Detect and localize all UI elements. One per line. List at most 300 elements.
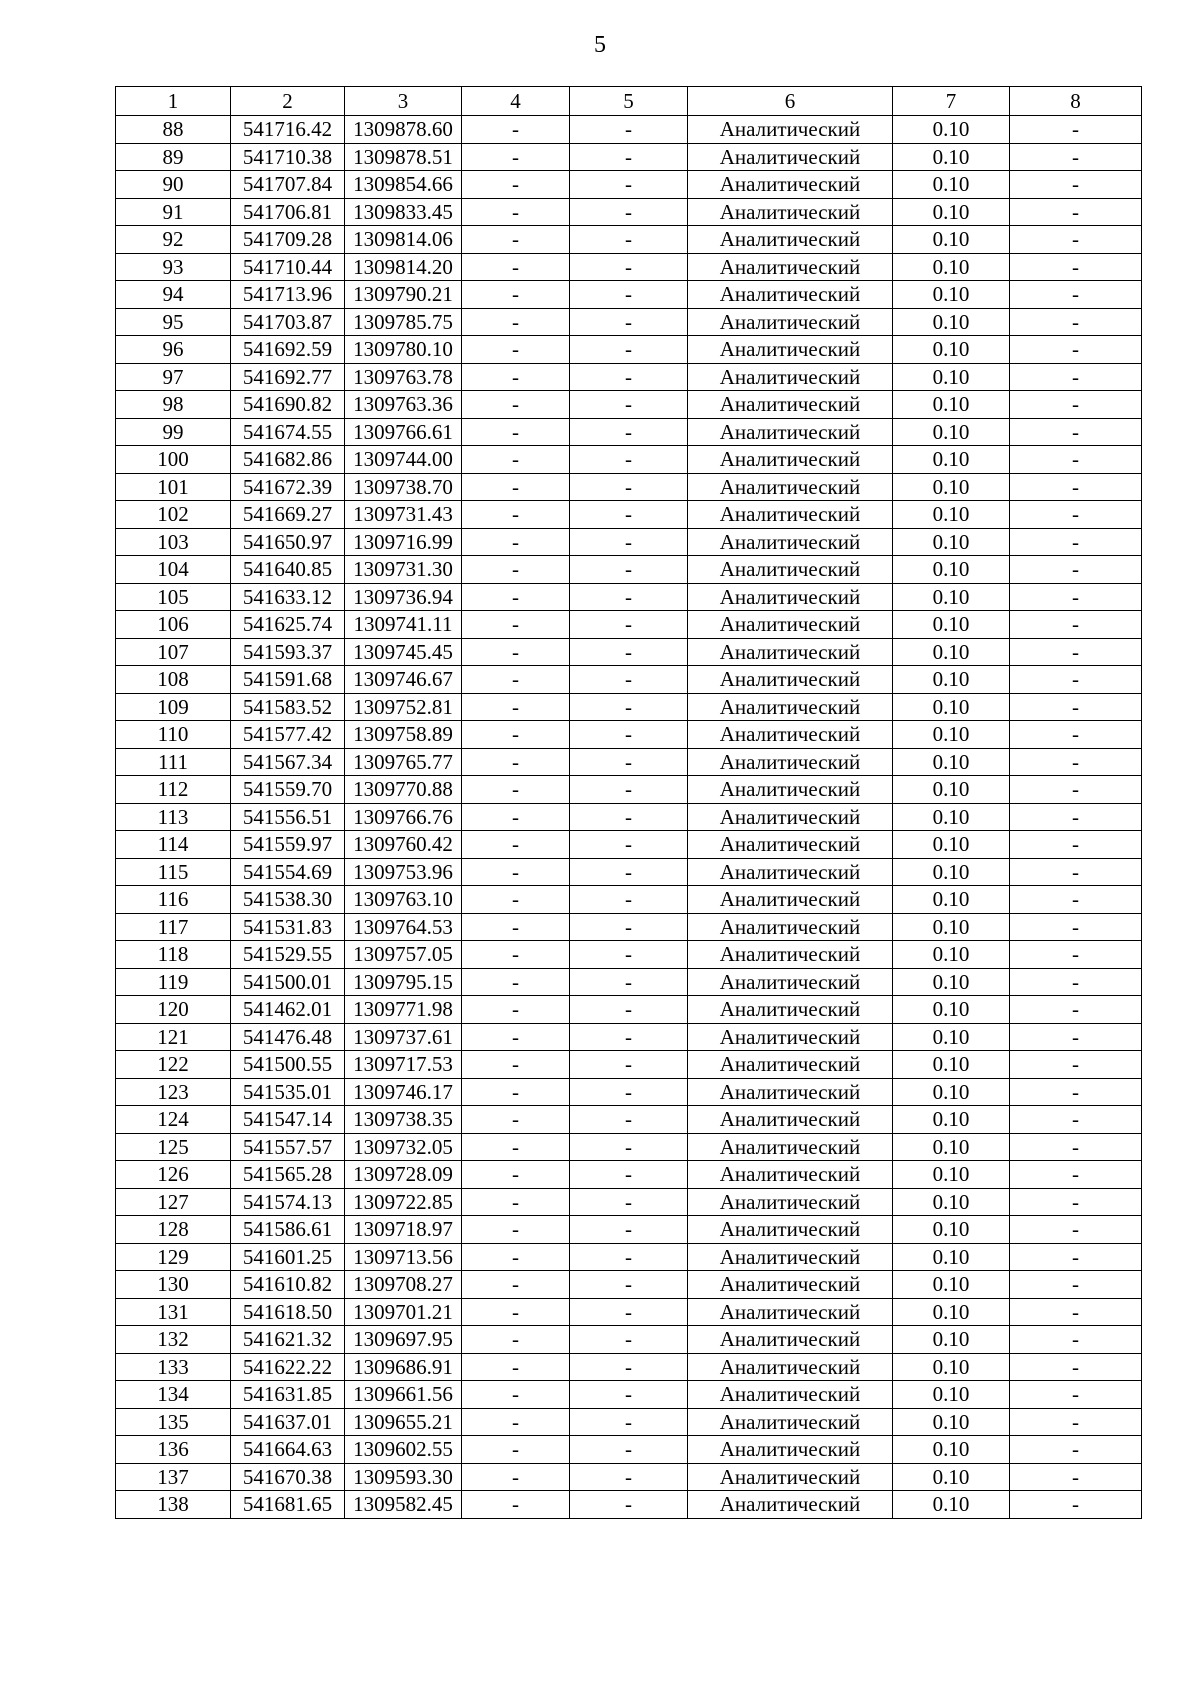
table-cell: Аналитический <box>688 1243 893 1271</box>
table-cell: - <box>570 1133 688 1161</box>
table-cell: - <box>1010 1078 1142 1106</box>
table-row <box>116 391 1142 419</box>
table-cell: - <box>570 116 688 144</box>
table-row <box>116 308 1142 336</box>
table-cell: 0.10 <box>893 611 1010 639</box>
table-cell: Аналитический <box>688 1298 893 1326</box>
table-row <box>116 886 1142 914</box>
table-cell: - <box>1010 1326 1142 1354</box>
column-header: 7 <box>893 87 1010 116</box>
table-cell: 0.10 <box>893 803 1010 831</box>
table-cell: 101 <box>116 473 231 501</box>
table-cell: - <box>1010 1381 1142 1409</box>
table-row <box>116 143 1142 171</box>
table-cell: 541610.82 <box>231 1271 345 1299</box>
table-cell: - <box>462 611 570 639</box>
table-cell: - <box>462 556 570 584</box>
table-cell: 541556.51 <box>231 803 345 831</box>
table-cell: - <box>1010 583 1142 611</box>
table-cell: 541593.37 <box>231 638 345 666</box>
table-cell: - <box>462 253 570 281</box>
table-cell: 123 <box>116 1078 231 1106</box>
table-cell: - <box>462 1051 570 1079</box>
table-cell: 131 <box>116 1298 231 1326</box>
table-cell: 0.10 <box>893 1133 1010 1161</box>
table-cell: Аналитический <box>688 638 893 666</box>
table-cell: 1309854.66 <box>345 171 462 199</box>
table-cell: Аналитический <box>688 748 893 776</box>
table-cell: 1309758.89 <box>345 721 462 749</box>
table-cell: 541535.01 <box>231 1078 345 1106</box>
table-cell: 1309655.21 <box>345 1408 462 1436</box>
table-cell: Аналитический <box>688 1463 893 1491</box>
table-cell: 1309717.53 <box>345 1051 462 1079</box>
table-cell: 1309780.10 <box>345 336 462 364</box>
table-cell: 541703.87 <box>231 308 345 336</box>
table-cell: - <box>1010 253 1142 281</box>
table-cell: 1309736.94 <box>345 583 462 611</box>
table-cell: 0.10 <box>893 666 1010 694</box>
table-cell: - <box>462 1133 570 1161</box>
table-cell: - <box>570 1271 688 1299</box>
table-cell: 104 <box>116 556 231 584</box>
table-cell: 541462.01 <box>231 996 345 1024</box>
table-cell: Аналитический <box>688 1381 893 1409</box>
table-cell: 541625.74 <box>231 611 345 639</box>
table-cell: - <box>570 583 688 611</box>
table-cell: 1309765.77 <box>345 748 462 776</box>
table-cell: 541476.48 <box>231 1023 345 1051</box>
table-cell: 541559.70 <box>231 776 345 804</box>
table-row <box>116 363 1142 391</box>
table-cell: - <box>1010 1271 1142 1299</box>
table-cell: - <box>570 1491 688 1519</box>
table-cell: - <box>1010 226 1142 254</box>
table-cell: Аналитический <box>688 528 893 556</box>
column-header: 1 <box>116 87 231 116</box>
table-cell: 130 <box>116 1271 231 1299</box>
table-cell: - <box>1010 528 1142 556</box>
table-cell: 1309745.45 <box>345 638 462 666</box>
table-cell: 119 <box>116 968 231 996</box>
table-body <box>116 116 1142 1519</box>
table-cell: 1309753.96 <box>345 858 462 886</box>
table-cell: 0.10 <box>893 391 1010 419</box>
table-cell: - <box>462 226 570 254</box>
table-cell: - <box>462 1298 570 1326</box>
table-cell: 91 <box>116 198 231 226</box>
table-cell: 0.10 <box>893 1298 1010 1326</box>
table-row <box>116 913 1142 941</box>
table-cell: 128 <box>116 1216 231 1244</box>
table-cell: 106 <box>116 611 231 639</box>
table-cell: 116 <box>116 886 231 914</box>
table-cell: - <box>462 336 570 364</box>
table-cell: - <box>570 1023 688 1051</box>
table-cell: - <box>1010 473 1142 501</box>
table-cell: Аналитический <box>688 996 893 1024</box>
table-cell: - <box>462 198 570 226</box>
table-cell: 0.10 <box>893 198 1010 226</box>
table-cell: 541692.77 <box>231 363 345 391</box>
table-cell: Аналитический <box>688 831 893 859</box>
table-cell: 0.10 <box>893 858 1010 886</box>
table-cell: Аналитический <box>688 776 893 804</box>
table-cell: Аналитический <box>688 666 893 694</box>
table-cell: - <box>1010 171 1142 199</box>
table-cell: - <box>462 1326 570 1354</box>
table-cell: 541577.42 <box>231 721 345 749</box>
table-cell: 1309763.36 <box>345 391 462 419</box>
table-cell: - <box>1010 116 1142 144</box>
table-cell: 136 <box>116 1436 231 1464</box>
table-cell: 92 <box>116 226 231 254</box>
table-cell: - <box>1010 1023 1142 1051</box>
table-header-row <box>116 87 1142 116</box>
table-cell: - <box>1010 1243 1142 1271</box>
table-row <box>116 1353 1142 1381</box>
table-cell: 0.10 <box>893 446 1010 474</box>
table-cell: - <box>462 446 570 474</box>
table-cell: 108 <box>116 666 231 694</box>
table-cell: - <box>570 336 688 364</box>
table-cell: 541682.86 <box>231 446 345 474</box>
table-cell: - <box>462 886 570 914</box>
table-cell: 1309771.98 <box>345 996 462 1024</box>
table-row <box>116 996 1142 1024</box>
table-cell: - <box>462 391 570 419</box>
table-cell: 0.10 <box>893 721 1010 749</box>
table-cell: 0.10 <box>893 556 1010 584</box>
table-cell: Аналитический <box>688 611 893 639</box>
table-cell: 541706.81 <box>231 198 345 226</box>
table-cell: 0.10 <box>893 1436 1010 1464</box>
table-cell: 0.10 <box>893 116 1010 144</box>
table-cell: 1309763.10 <box>345 886 462 914</box>
table-cell: - <box>570 418 688 446</box>
table-cell: - <box>1010 308 1142 336</box>
table-cell: - <box>570 1381 688 1409</box>
table-cell: - <box>462 858 570 886</box>
table-cell: 113 <box>116 803 231 831</box>
table-cell: 541669.27 <box>231 501 345 529</box>
table-cell: 1309731.30 <box>345 556 462 584</box>
table-cell: 541529.55 <box>231 941 345 969</box>
table-cell: 541692.59 <box>231 336 345 364</box>
table-cell: - <box>1010 776 1142 804</box>
table-cell: 0.10 <box>893 1408 1010 1436</box>
table-row <box>116 281 1142 309</box>
table-cell: Аналитический <box>688 1188 893 1216</box>
table-row <box>116 748 1142 776</box>
table-cell: Аналитический <box>688 253 893 281</box>
table-cell: 97 <box>116 363 231 391</box>
table-cell: - <box>462 666 570 694</box>
table-cell: 541554.69 <box>231 858 345 886</box>
table-cell: 1309661.56 <box>345 1381 462 1409</box>
table-row <box>116 1381 1142 1409</box>
table-row <box>116 583 1142 611</box>
table-cell: 110 <box>116 721 231 749</box>
table-row <box>116 1298 1142 1326</box>
table-cell: - <box>1010 831 1142 859</box>
table-cell: - <box>1010 1106 1142 1134</box>
table-cell: 1309593.30 <box>345 1463 462 1491</box>
table-cell: - <box>462 831 570 859</box>
table-cell: - <box>570 1326 688 1354</box>
table-cell: Аналитический <box>688 583 893 611</box>
table-cell: Аналитический <box>688 1023 893 1051</box>
table-cell: 1309602.55 <box>345 1436 462 1464</box>
table-cell: 94 <box>116 281 231 309</box>
table-cell: 1309790.21 <box>345 281 462 309</box>
table-cell: 107 <box>116 638 231 666</box>
table-row <box>116 693 1142 721</box>
table-cell: 0.10 <box>893 1078 1010 1106</box>
column-header: 3 <box>345 87 462 116</box>
table-cell: Аналитический <box>688 1133 893 1161</box>
table-cell: Аналитический <box>688 391 893 419</box>
table-cell: 1309766.76 <box>345 803 462 831</box>
table-cell: Аналитический <box>688 913 893 941</box>
table-cell: 0.10 <box>893 418 1010 446</box>
table-cell: - <box>1010 1298 1142 1326</box>
table-row <box>116 831 1142 859</box>
table-cell: 1309697.95 <box>345 1326 462 1354</box>
table-cell: - <box>570 913 688 941</box>
table-cell: 541591.68 <box>231 666 345 694</box>
table-cell: - <box>1010 1353 1142 1381</box>
table-cell: 0.10 <box>893 1023 1010 1051</box>
table-row <box>116 1078 1142 1106</box>
table-cell: - <box>462 1078 570 1106</box>
table-cell: 126 <box>116 1161 231 1189</box>
table-cell: Аналитический <box>688 1078 893 1106</box>
table-cell: - <box>462 1161 570 1189</box>
column-header: 8 <box>1010 87 1142 116</box>
table-cell: Аналитический <box>688 308 893 336</box>
table-cell: 0.10 <box>893 1243 1010 1271</box>
table-row <box>116 1106 1142 1134</box>
table-cell: Аналитический <box>688 803 893 831</box>
table-cell: 1309737.61 <box>345 1023 462 1051</box>
table-cell: - <box>1010 941 1142 969</box>
table-cell: 1309763.78 <box>345 363 462 391</box>
table-cell: 541709.28 <box>231 226 345 254</box>
table-cell: 0.10 <box>893 1353 1010 1381</box>
table-cell: - <box>1010 1161 1142 1189</box>
table-cell: 541500.55 <box>231 1051 345 1079</box>
table-cell: - <box>1010 281 1142 309</box>
table-cell: - <box>462 281 570 309</box>
table-cell: Аналитический <box>688 116 893 144</box>
table-cell: - <box>462 418 570 446</box>
table-cell: 541640.85 <box>231 556 345 584</box>
table-row <box>116 528 1142 556</box>
table-cell: Аналитический <box>688 446 893 474</box>
table-row <box>116 1491 1142 1519</box>
table-cell: Аналитический <box>688 418 893 446</box>
table-cell: - <box>570 638 688 666</box>
table-cell: 541601.25 <box>231 1243 345 1271</box>
table-cell: - <box>1010 391 1142 419</box>
table-cell: 89 <box>116 143 231 171</box>
table-cell: 134 <box>116 1381 231 1409</box>
table-cell: - <box>1010 1133 1142 1161</box>
table-cell: 1309728.09 <box>345 1161 462 1189</box>
table-cell: 1309770.88 <box>345 776 462 804</box>
table-cell: Аналитический <box>688 171 893 199</box>
table-cell: - <box>462 803 570 831</box>
table-cell: 0.10 <box>893 1106 1010 1134</box>
table-cell: Аналитический <box>688 198 893 226</box>
table-cell: 138 <box>116 1491 231 1519</box>
table-cell: - <box>570 748 688 776</box>
table-cell: 1309833.45 <box>345 198 462 226</box>
table-cell: Аналитический <box>688 693 893 721</box>
table-row <box>116 776 1142 804</box>
table-cell: 135 <box>116 1408 231 1436</box>
table-cell: - <box>570 308 688 336</box>
table-cell: 98 <box>116 391 231 419</box>
table-cell: 1309718.97 <box>345 1216 462 1244</box>
table-cell: - <box>462 913 570 941</box>
table-cell: - <box>570 611 688 639</box>
table-cell: - <box>462 996 570 1024</box>
table-cell: - <box>1010 198 1142 226</box>
table-cell: 1309814.06 <box>345 226 462 254</box>
table-cell: - <box>570 1161 688 1189</box>
table-cell: 95 <box>116 308 231 336</box>
table-cell: 541586.61 <box>231 1216 345 1244</box>
table-row <box>116 803 1142 831</box>
table-row <box>116 253 1142 281</box>
table-cell: Аналитический <box>688 1491 893 1519</box>
table-cell: 0.10 <box>893 501 1010 529</box>
table-cell: 0.10 <box>893 336 1010 364</box>
table-cell: 0.10 <box>893 913 1010 941</box>
table-cell: 1309785.75 <box>345 308 462 336</box>
table-cell: - <box>570 803 688 831</box>
table-cell: Аналитический <box>688 886 893 914</box>
table-cell: 541557.57 <box>231 1133 345 1161</box>
table-cell: - <box>462 1023 570 1051</box>
column-header: 4 <box>462 87 570 116</box>
table-cell: 541650.97 <box>231 528 345 556</box>
table-cell: 0.10 <box>893 1463 1010 1491</box>
table-cell: - <box>1010 336 1142 364</box>
table-cell: - <box>570 776 688 804</box>
table-cell: 124 <box>116 1106 231 1134</box>
table-cell: - <box>570 556 688 584</box>
table-cell: - <box>570 1216 688 1244</box>
table-cell: - <box>570 886 688 914</box>
table-cell: - <box>1010 721 1142 749</box>
table-cell: - <box>570 281 688 309</box>
table-cell: 541618.50 <box>231 1298 345 1326</box>
table-cell: 541633.12 <box>231 583 345 611</box>
table-cell: - <box>462 1106 570 1134</box>
table-cell: 121 <box>116 1023 231 1051</box>
table-row <box>116 1161 1142 1189</box>
table-cell: 0.10 <box>893 528 1010 556</box>
table-cell: 88 <box>116 116 231 144</box>
table-row <box>116 1023 1142 1051</box>
table-cell: - <box>462 1381 570 1409</box>
table-cell: 1309746.67 <box>345 666 462 694</box>
table-cell: - <box>1010 693 1142 721</box>
table-cell: 541670.38 <box>231 1463 345 1491</box>
table-cell: - <box>570 363 688 391</box>
table-cell: - <box>1010 143 1142 171</box>
page-number: 5 <box>594 32 606 58</box>
table-cell: - <box>570 1408 688 1436</box>
table-cell: 1309795.15 <box>345 968 462 996</box>
table-cell: - <box>462 1353 570 1381</box>
table-cell: - <box>462 501 570 529</box>
table-cell: - <box>570 1188 688 1216</box>
table-cell: - <box>570 666 688 694</box>
table-row <box>116 1243 1142 1271</box>
table-row <box>116 1133 1142 1161</box>
table-cell: 541621.32 <box>231 1326 345 1354</box>
table-cell: - <box>570 858 688 886</box>
table-row <box>116 446 1142 474</box>
table-cell: - <box>1010 501 1142 529</box>
table-cell: - <box>570 391 688 419</box>
table-cell: 114 <box>116 831 231 859</box>
table-cell: Аналитический <box>688 1436 893 1464</box>
table-cell: - <box>570 968 688 996</box>
table-cell: 127 <box>116 1188 231 1216</box>
table-cell: - <box>1010 886 1142 914</box>
table-cell: - <box>570 473 688 501</box>
table-cell: 1309713.56 <box>345 1243 462 1271</box>
table-cell: 1309732.05 <box>345 1133 462 1161</box>
table-cell: - <box>462 171 570 199</box>
table-row <box>116 336 1142 364</box>
table-cell: 1309757.05 <box>345 941 462 969</box>
table-cell: - <box>570 143 688 171</box>
table-cell: - <box>462 1188 570 1216</box>
table-cell: Аналитический <box>688 226 893 254</box>
table-cell: Аналитический <box>688 1408 893 1436</box>
table-cell: - <box>1010 1491 1142 1519</box>
table-cell: 122 <box>116 1051 231 1079</box>
table-cell: Аналитический <box>688 363 893 391</box>
table-cell: - <box>1010 1436 1142 1464</box>
table-cell: - <box>570 198 688 226</box>
table-cell: - <box>1010 803 1142 831</box>
coordinates-table <box>115 86 1142 1519</box>
table-cell: 96 <box>116 336 231 364</box>
table-cell: 1309708.27 <box>345 1271 462 1299</box>
table-cell: 1309738.35 <box>345 1106 462 1134</box>
table-cell: 1309731.43 <box>345 501 462 529</box>
table-cell: 0.10 <box>893 226 1010 254</box>
table-cell: - <box>570 253 688 281</box>
table-cell: - <box>570 1298 688 1326</box>
table-cell: 93 <box>116 253 231 281</box>
table-cell: 0.10 <box>893 143 1010 171</box>
table-cell: - <box>462 1491 570 1519</box>
table-cell: 118 <box>116 941 231 969</box>
table-row <box>116 968 1142 996</box>
table-cell: 0.10 <box>893 748 1010 776</box>
table-cell: 0.10 <box>893 1188 1010 1216</box>
table-cell: 103 <box>116 528 231 556</box>
table-cell: 0.10 <box>893 253 1010 281</box>
